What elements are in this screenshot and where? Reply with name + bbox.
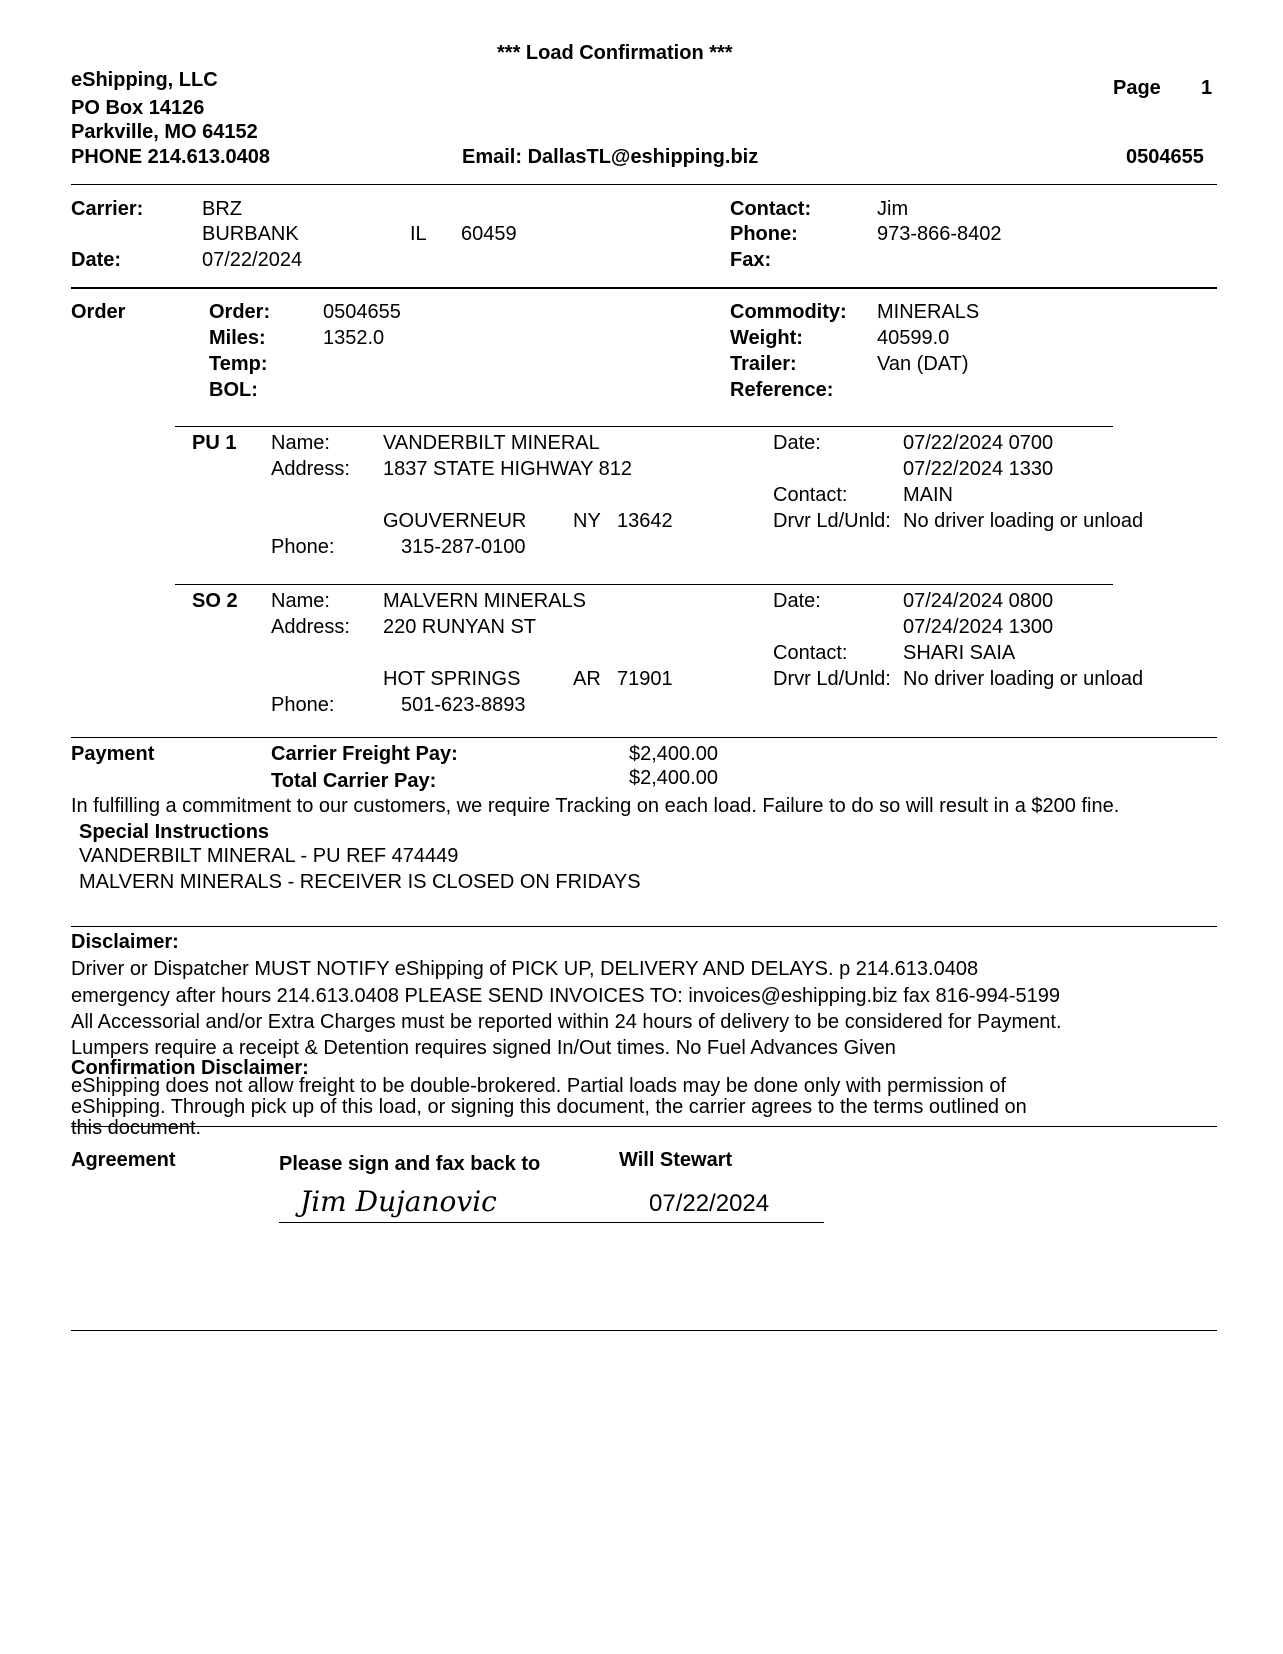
page-number: 1 [1201, 77, 1213, 99]
carrier-date: 07/22/2024 [202, 249, 303, 271]
stop-phone: 501-623-8893 [401, 694, 526, 716]
special-instructions-label: Special Instructions [79, 821, 270, 843]
stop-address: 1837 STATE HIGHWAY 812 [383, 458, 632, 480]
freight-pay-label: Carrier Freight Pay: [271, 743, 458, 765]
phone-label: Phone: [730, 223, 798, 245]
contact-label: Contact: [730, 198, 812, 220]
stop-drvr: No driver loading or unload [903, 668, 1144, 690]
stop-date-end: 07/24/2024 1300 [903, 616, 1054, 638]
disclaimer-label: Disclaimer: [71, 931, 179, 953]
order-label: Order: [209, 301, 271, 323]
special-instruction-line: VANDERBILT MINERAL - PU REF 474449 [79, 845, 459, 867]
date-label: Date: [71, 249, 122, 271]
trailer-label: Trailer: [730, 353, 797, 375]
carrier-zip: 60459 [461, 223, 517, 245]
agent-name: Will Stewart [619, 1149, 733, 1171]
stop-name-label: Name: [271, 432, 330, 454]
stop-date-label: Date: [773, 590, 821, 612]
carrier-label: Carrier: [71, 198, 144, 220]
stop-divider [175, 584, 1113, 585]
stop-drvr: No driver loading or unload [903, 510, 1144, 532]
reference-label: Reference: [730, 379, 834, 401]
disclaimer-line: Driver or Dispatcher MUST NOTIFY eShipping of PICK UP, DELIVERY AND DELAYS. p 214.613.0408 [71, 958, 979, 980]
carrier-city: BURBANK [202, 223, 299, 245]
stop-date-end: 07/22/2024 1330 [903, 458, 1054, 480]
divider [71, 287, 1217, 289]
miles-label: Miles: [209, 327, 266, 349]
confirmation-disclaimer-label: Confirmation Disclaimer: [71, 1057, 309, 1079]
document-title: *** Load Confirmation *** [497, 42, 733, 64]
stop-phone-label: Phone: [271, 536, 335, 558]
order-miles: 1352.0 [323, 327, 385, 349]
stop-code: PU 1 [192, 432, 237, 454]
order-weight: 40599.0 [877, 327, 950, 349]
order-trailer: Van (DAT) [877, 353, 969, 375]
stop-contact: MAIN [903, 484, 953, 506]
stop-state: NY [573, 510, 601, 532]
weight-label: Weight: [730, 327, 803, 349]
payment-label: Payment [71, 743, 155, 765]
stop-address-label: Address: [271, 616, 350, 638]
commodity-label: Commodity: [730, 301, 847, 323]
load-number: 0504655 [1126, 146, 1204, 168]
stop-drvr-label: Drvr Ld/Unld: [773, 668, 891, 690]
stop-drvr-label: Drvr Ld/Unld: [773, 510, 891, 532]
bol-label: BOL: [209, 379, 258, 401]
divider [71, 1126, 1217, 1127]
disclaimer-line: emergency after hours 214.613.0408 PLEASE SEND INVOICES TO: invoices@eshipping.biz fax 816-994-5199 [71, 985, 1061, 1007]
stop-contact: SHARI SAIA [903, 642, 1016, 664]
stop-contact-label: Contact: [773, 484, 848, 506]
temp-label: Temp: [209, 353, 268, 375]
freight-pay-amount: $2,400.00 [629, 743, 718, 765]
stop-contact-label: Contact: [773, 642, 848, 664]
stop-city: GOUVERNEUR [383, 510, 527, 532]
stop-date-start: 07/24/2024 0800 [903, 590, 1054, 612]
stop-name-label: Name: [271, 590, 330, 612]
carrier-name: BRZ [202, 198, 242, 220]
page-label: Page [1113, 77, 1161, 99]
order-number: 0504655 [323, 301, 401, 323]
stop-date-start: 07/22/2024 0700 [903, 432, 1054, 454]
bottom-divider [71, 1330, 1217, 1331]
stop-state: AR [573, 668, 601, 690]
divider [71, 184, 1217, 185]
tracking-note: In fulfilling a commitment to our customers, we require Tracking on each load. Failure to do so will result in a $200 fine. [71, 795, 1120, 817]
divider [71, 926, 1217, 927]
signature-line [279, 1222, 824, 1223]
company-address-line2: Parkville, MO 64152 [71, 121, 258, 143]
company-name: eShipping, LLC [71, 69, 218, 91]
stop-date-label: Date: [773, 432, 821, 454]
total-pay-label: Total Carrier Pay: [271, 770, 437, 792]
carrier-state: IL [410, 223, 427, 245]
confirmation-disclaimer-line: this document. [71, 1117, 202, 1139]
stop-divider [175, 426, 1113, 427]
signature: Jim Dujanovic [300, 1185, 497, 1218]
company-email: Email: DallasTL@eshipping.biz [462, 146, 759, 168]
signature-date: 07/22/2024 [649, 1190, 770, 1217]
carrier-phone: 973-866-8402 [877, 223, 1002, 245]
disclaimer-line: All Accessorial and/or Extra Charges must be reported within 24 hours of delivery to be considered for Payment. [71, 1011, 1062, 1033]
special-instruction-line: MALVERN MINERALS - RECEIVER IS CLOSED ON FRIDAYS [79, 871, 641, 893]
stop-code: SO 2 [192, 590, 238, 612]
stop-zip: 71901 [617, 668, 673, 690]
confirmation-disclaimer-line: eShipping does not allow freight to be double-brokered. Partial loads may be done only with permission of [71, 1075, 1006, 1097]
order-commodity: MINERALS [877, 301, 980, 323]
stop-name: VANDERBILT MINERAL [383, 432, 600, 454]
company-address-line1: PO Box 14126 [71, 97, 205, 119]
agreement-label: Agreement [71, 1149, 176, 1171]
sign-instruction: Please sign and fax back to [279, 1153, 541, 1175]
stop-address: 220 RUNYAN ST [383, 616, 537, 638]
total-pay-amount: $2,400.00 [629, 767, 718, 789]
stop-phone: 315-287-0100 [401, 536, 526, 558]
stop-phone-label: Phone: [271, 694, 335, 716]
stop-name: MALVERN MINERALS [383, 590, 587, 612]
stop-city: HOT SPRINGS [383, 668, 521, 690]
confirmation-disclaimer-line: eShipping. Through pick up of this load, or signing this document, the carrier agrees to the terms outlined on [71, 1096, 1027, 1118]
order-section-label: Order [71, 301, 126, 323]
disclaimer-line: Lumpers require a receipt & Detention requires signed In/Out times. No Fuel Advances Given [71, 1037, 896, 1059]
company-phone: PHONE 214.613.0408 [71, 146, 271, 168]
fax-label: Fax: [730, 249, 772, 271]
stop-zip: 13642 [617, 510, 673, 532]
divider [71, 737, 1217, 738]
stop-address-label: Address: [271, 458, 350, 480]
carrier-contact: Jim [877, 198, 909, 220]
